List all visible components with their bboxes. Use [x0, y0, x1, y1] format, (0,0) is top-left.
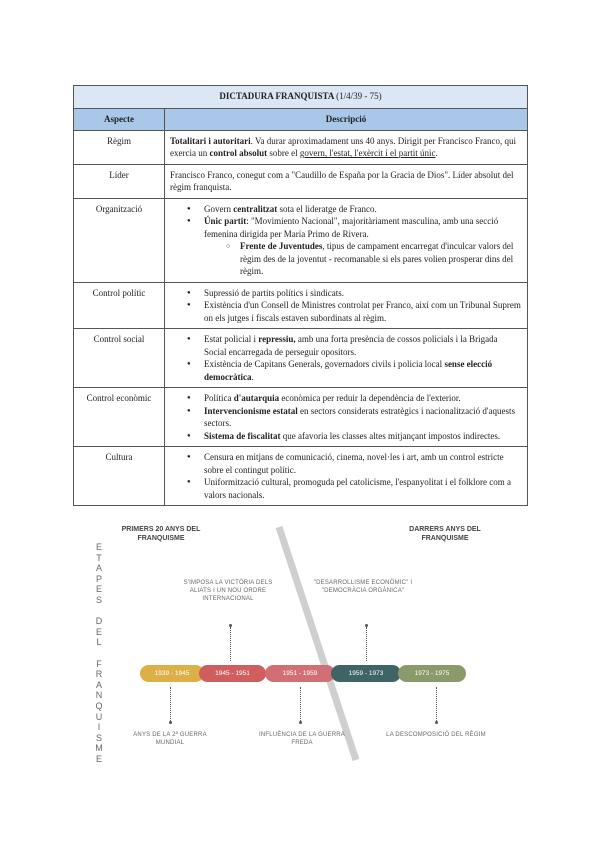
vertical-title-letter: S: [95, 594, 102, 605]
table-row-control-social: [74, 329, 528, 388]
connector-dot: [435, 721, 438, 724]
period-segment-1: 1939 - 1945: [140, 665, 204, 682]
vertical-title: [94, 542, 104, 764]
connector-line: [436, 687, 438, 721]
connector-line: [170, 687, 172, 721]
annotation-bottom-1: ANYS DE LA 2ª GUERRA MUNDIAL: [133, 732, 207, 746]
period-segment-4: 1959 - 1973: [331, 665, 401, 682]
vertical-title-letter: A: [95, 679, 102, 690]
text: sobre el: [267, 148, 300, 158]
vertical-title-letter: L: [96, 637, 102, 648]
connector-dot: [299, 721, 302, 724]
franquisme-table: [73, 85, 528, 506]
text: .: [435, 148, 438, 158]
vertical-title-letter: F: [96, 658, 102, 669]
table-title-text: DICTADURA FRANQUISTA: [219, 91, 334, 101]
list-item: ● Sistema de fiscalitat que afavoria les classes altes mitjançant impostos indirectes.: [204, 430, 522, 443]
aspect-cell: Líder: [74, 164, 165, 198]
bullet-list: [170, 333, 522, 383]
table-row-control-economic: [74, 388, 528, 447]
description-cell: [165, 198, 528, 282]
aspect-cell: Règim: [74, 130, 165, 164]
vertical-title-letter: E: [95, 542, 102, 552]
header-right: DARRERS ANYS DEL FRANQUISME: [409, 526, 481, 542]
list-item: ● Existència de Capitans Generals, governadors civils i policia local sense elecció democràtica.: [204, 358, 522, 383]
list-item: ● Estat policial i repressiu, amb una forta presència de cossos policials i la Brigada Social encarregada de perseguir opositors.: [204, 333, 522, 358]
annotation-bottom-3: LA DESCOMPOSICIÓ DEL RÈGIM: [386, 732, 486, 738]
list-item: ● Intervencionisme estatal en sectors considerats estratègics i nacionalització d'aquests sectors.: [204, 405, 522, 430]
period-segment-2: 1945 - 1951: [199, 665, 266, 682]
header-left: PRIMERS 20 ANYS DEL FRANQUISME: [121, 526, 201, 542]
annotation-top-2: "DESARROLLISME ECONÒMIC" I "DEMOCRÀCIA ORGÀNICA": [313, 580, 413, 594]
col-header-description: Descripció: [165, 109, 528, 131]
aspect-cell: Control social: [74, 329, 165, 388]
bullet-list: [170, 451, 522, 501]
vertical-title-letter: S: [95, 732, 102, 743]
annotation-bottom-2: INFLUÈNCIA DE LA GUERRA FREDA: [259, 732, 345, 746]
vertical-title-letter: D: [95, 616, 103, 627]
list-item: ● Política d'autarquia econòmica per reduir la dependència de l'exterior.: [204, 392, 522, 405]
description-cell: [165, 282, 528, 329]
connector-line: [300, 687, 302, 721]
connector-line: [230, 627, 232, 661]
text: . Va durar aproximadament uns 40 anys. Dirigit per Francisco Franco, qui exercia un: [170, 135, 516, 158]
description-cell: [165, 130, 528, 164]
aspect-cell: Control econòmic: [74, 388, 165, 447]
table-row-lider: [74, 164, 528, 198]
vertical-title-letter: N: [95, 690, 103, 701]
annotation-top-1: S'IMPOSA LA VICTÒRIA DELS ALIATS I UN NOU ORDRE INTERNACIONAL: [183, 580, 273, 602]
sub-list-item: ○ Frente de Juventudes, tipus de campament encarregat d'inculcar valors del règim des de la joventut - recomanable si els pares volien prosperar dins del règim.: [240, 240, 522, 278]
aspect-cell: Control polític: [74, 282, 165, 329]
aspect-cell: Cultura: [74, 447, 165, 506]
period-segment-5: 1973 - 1975: [398, 665, 466, 682]
vertical-title-letter: I: [97, 722, 101, 733]
list-item: ● Govern centralitzat sota el lideratge de Franco.: [204, 203, 522, 216]
bullet-list: [170, 392, 522, 442]
vertical-title-letter: U: [95, 711, 103, 722]
description-cell: Francisco Franco, conegut com a "Caudillo de España por la Gracia de Dios". Líder absolut del règim franquista.: [165, 164, 528, 198]
bullet-list: [170, 203, 522, 278]
diagonal-line: [279, 527, 356, 760]
col-header-aspect: Aspecte: [74, 109, 165, 131]
table-header-row: [74, 109, 528, 131]
connector-dot: [169, 721, 172, 724]
vertical-title-letter: E: [95, 753, 102, 764]
list-item: ● Supressió de partits polítics i sindicats.: [204, 287, 522, 300]
description-cell: [165, 447, 528, 506]
sub-list: [204, 240, 522, 278]
list-item: ● Censura en mitjans de comunicació, cinema, novel·les i art, amb un control estricte sobre el contingut polític.: [204, 451, 522, 476]
etapes-franquisme-infographic: [0, 515, 600, 848]
table-row-regim: [74, 130, 528, 164]
vertical-title-letter: [94, 648, 104, 659]
table-title-dates: (1/4/39 - 75): [336, 91, 382, 101]
bullet-list: [170, 287, 522, 325]
vertical-title-letter: R: [95, 669, 103, 680]
vertical-title-letter: E: [95, 626, 102, 637]
vertical-title-letter: E: [95, 584, 102, 595]
table-title: [74, 86, 528, 109]
list-item: ● Únic partit: "Movimiento Nacional", majoritàriament masculina, amb una secció femenina dirigida per María Primo de Rivera. ○ Frente de Juventudes, tipus de campament encarregat d'inculcar valors del règim des de la joventut - recomanable si els pares volien prosperar dins del règim.: [204, 215, 522, 278]
connector-line: [366, 627, 368, 661]
description-cell: [165, 388, 528, 447]
table-title-row: [74, 86, 528, 109]
bold-text: Totalitari i autoritari: [170, 135, 251, 146]
list-item: ● Existència d'un Consell de Ministres controlat per Franco, així com un Tribunal Suprem on els jutges i fiscals estaven subordinats al règim.: [204, 299, 522, 324]
vertical-title-letter: [94, 606, 104, 617]
list-item: ● Uniformització cultural, promoguda pel catolicisme, l'espanyolitat i el folklore com a valors nacionals.: [204, 476, 522, 501]
vertical-title-letter: P: [95, 573, 102, 584]
vertical-title-letter: A: [95, 563, 102, 574]
table-row-organitzacio: [74, 198, 528, 282]
description-cell: [165, 329, 528, 388]
period-segment-3: 1951 - 1959: [265, 665, 335, 682]
aspect-cell: Organització: [74, 198, 165, 282]
bold-text: control absolut: [209, 148, 268, 158]
vertical-title-letter: Q: [95, 700, 103, 711]
vertical-title-letter: M: [95, 743, 103, 754]
underlined-text: govern, l'estat, l'exèrcit i el partit únic: [299, 148, 436, 158]
table-row-control-politic: [74, 282, 528, 329]
vertical-title-letter: T: [96, 552, 102, 563]
table-row-cultura: [74, 447, 528, 506]
